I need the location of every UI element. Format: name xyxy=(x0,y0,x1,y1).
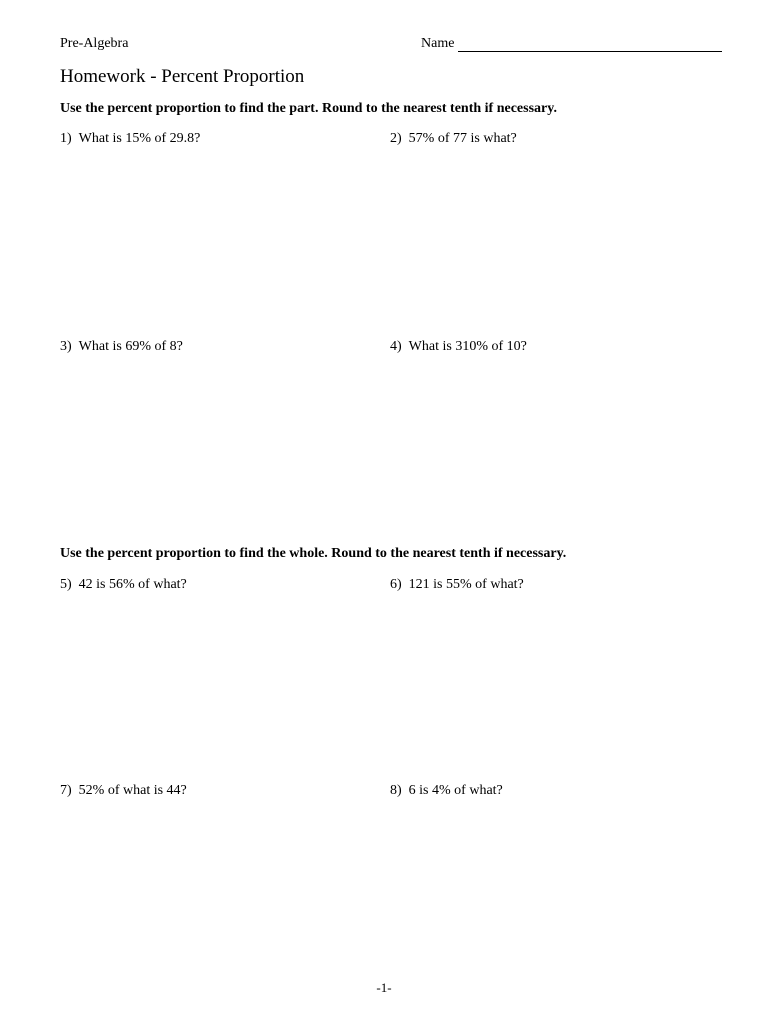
problem-3 xyxy=(60,339,183,355)
problem-2 xyxy=(390,131,517,147)
problem-text: What is 310% of 10? xyxy=(408,339,527,354)
problem-4 xyxy=(390,339,527,355)
problem-number: 2) xyxy=(390,131,402,146)
problem-7 xyxy=(60,783,187,799)
problem-6 xyxy=(390,577,524,593)
problem-number: 3) xyxy=(60,339,72,354)
problem-number: 1) xyxy=(60,131,72,146)
page-number: -1- xyxy=(376,980,392,995)
name-blank-line xyxy=(458,51,722,52)
problem-text: What is 69% of 8? xyxy=(78,339,183,354)
problem-text: 52% of what is 44? xyxy=(78,783,187,798)
problem-text: 57% of 77 is what? xyxy=(408,131,517,146)
problem-number: 4) xyxy=(390,339,402,354)
problem-5 xyxy=(60,577,187,593)
problem-number: 6) xyxy=(390,577,402,592)
course-name: Pre-Algebra xyxy=(60,36,129,51)
section-1-instruction: Use the percent proportion to find the part. Round to the nearest tenth if necessary. xyxy=(60,101,557,116)
problem-number: 5) xyxy=(60,577,72,592)
problem-text: 121 is 55% of what? xyxy=(408,577,524,592)
worksheet-title: Homework - Percent Proportion xyxy=(60,66,305,87)
problem-8 xyxy=(390,783,503,799)
problem-text: What is 15% of 29.8? xyxy=(78,131,201,146)
problem-number: 8) xyxy=(390,783,402,798)
problem-number: 7) xyxy=(60,783,72,798)
name-label: Name xyxy=(421,36,455,51)
problem-text: 42 is 56% of what? xyxy=(78,577,187,592)
problem-1 xyxy=(60,131,200,147)
problem-text: 6 is 4% of what? xyxy=(408,783,503,798)
section-2-instruction: Use the percent proportion to find the whole. Round to the nearest tenth if necessary. xyxy=(60,546,567,561)
